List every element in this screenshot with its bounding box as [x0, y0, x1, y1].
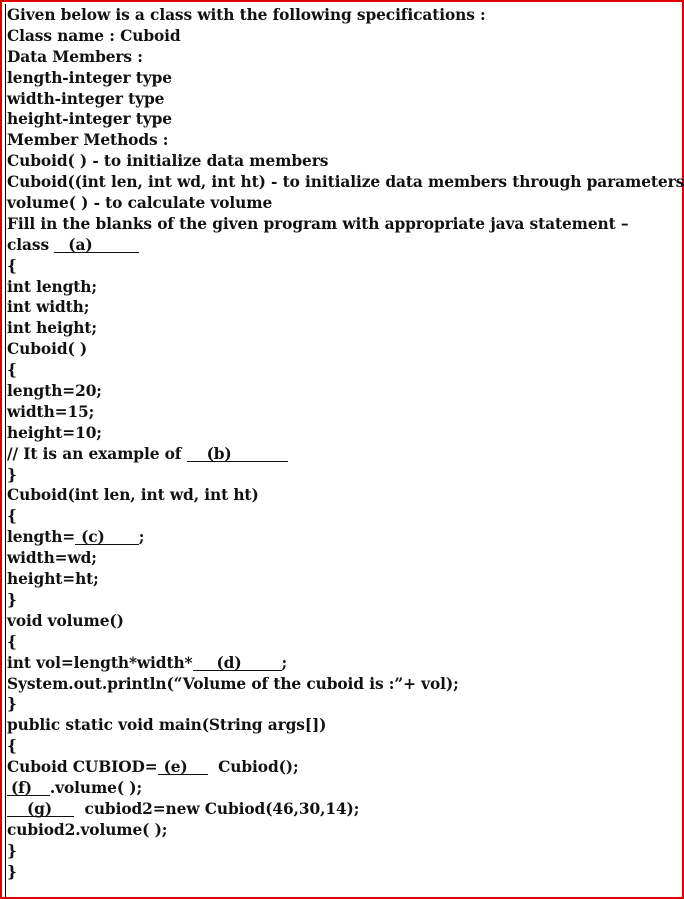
text-segment: height=10;	[7, 423, 102, 442]
text-line	[7, 820, 678, 841]
text-segment: Given below is a class with the following specifications :	[7, 6, 486, 24]
text-segment: length=20;	[7, 382, 102, 401]
text-segment: Member Methods :	[7, 131, 169, 150]
text-segment: Cuboid((int len, int wd, int ht) - to initialize data members through parameters	[7, 173, 684, 192]
text-segment: {	[7, 632, 17, 651]
text-segment: }	[7, 590, 17, 609]
text-segment: Cuboid( ) - to initialize data members	[7, 152, 329, 171]
text-line	[7, 172, 684, 193]
text-line	[7, 506, 678, 527]
text-line	[7, 151, 678, 172]
text-segment: height=ht;	[7, 570, 99, 589]
text-line	[7, 778, 678, 799]
text-line	[7, 715, 678, 736]
text-line	[7, 527, 678, 548]
text-line	[7, 799, 678, 820]
text-line	[7, 862, 678, 883]
text-line	[7, 485, 678, 506]
text-segment: width=wd;	[7, 549, 97, 568]
text-line	[7, 318, 678, 339]
fill-in-blank: (a)	[54, 238, 138, 253]
text-line	[7, 632, 678, 653]
text-segment: ;	[281, 653, 288, 672]
text-line	[7, 339, 678, 360]
text-line	[7, 89, 678, 110]
text-line	[7, 423, 678, 444]
text-line	[7, 297, 678, 318]
text-line	[7, 841, 678, 862]
text-segment: {	[7, 361, 17, 380]
text-segment: Cuboid( )	[7, 340, 88, 359]
text-segment: Cubiod();	[207, 758, 299, 777]
text-segment: class	[7, 235, 55, 254]
text-line	[7, 47, 678, 68]
fill-in-blank: (b)	[187, 447, 288, 462]
text-line	[7, 736, 678, 757]
text-segment: volume( ) - to calculate volume	[7, 194, 273, 213]
text-segment: length-integer type	[7, 68, 172, 87]
text-line	[7, 277, 678, 298]
text-line	[7, 381, 678, 402]
text-line	[7, 444, 678, 465]
text-segment: cubiod2=new Cubiod(46,30,14);	[74, 799, 360, 818]
text-segment: }	[7, 862, 17, 881]
text-line	[7, 68, 678, 89]
question-text	[7, 5, 684, 882]
text-line	[7, 109, 678, 130]
text-segment: }	[7, 465, 17, 484]
text-segment: Cuboid CUBIOD=	[7, 758, 158, 777]
text-segment: width=15;	[7, 402, 95, 421]
fill-in-blank: (f)	[7, 781, 50, 796]
text-line	[7, 256, 678, 277]
text-line	[7, 130, 678, 151]
text-segment: height-integer type	[7, 110, 172, 129]
text-segment: cubiod2.volume( );	[7, 820, 168, 839]
text-segment: .volume( );	[49, 778, 143, 797]
text-segment: System.out.println(“Volume of the cuboid is :”+ vol);	[7, 674, 459, 693]
text-line	[7, 590, 678, 611]
text-segment: Data Members :	[7, 47, 143, 66]
text-segment: Class name : Cuboid	[7, 26, 181, 45]
text-segment: public static void main(String args[])	[7, 716, 327, 735]
text-line	[7, 5, 678, 26]
text-segment: {	[7, 256, 17, 275]
text-line	[7, 26, 678, 47]
text-segment: Cuboid(int len, int wd, int ht)	[7, 486, 259, 505]
text-segment: void volume()	[7, 611, 124, 630]
text-segment: int width;	[7, 298, 90, 317]
text-segment: }	[7, 841, 17, 860]
text-segment: // It is an example of	[7, 444, 187, 463]
text-line	[7, 235, 678, 256]
fill-in-blank: (c)	[75, 530, 139, 545]
text-line	[7, 757, 678, 778]
text-segment: ;	[138, 528, 145, 547]
text-line	[7, 465, 678, 486]
text-line	[7, 569, 678, 590]
fill-in-blank: (d)	[193, 656, 282, 671]
fill-in-blank: (g)	[7, 802, 74, 817]
text-segment: {	[7, 737, 17, 756]
text-line	[7, 611, 678, 632]
text-line	[7, 653, 678, 674]
text-line	[7, 214, 678, 235]
text-segment: {	[7, 507, 17, 526]
text-line	[7, 548, 678, 569]
text-line	[7, 694, 678, 715]
left-margin-rule	[5, 4, 6, 899]
text-line	[7, 360, 678, 381]
text-segment: int height;	[7, 319, 97, 338]
text-line	[7, 193, 678, 214]
text-segment: length=	[7, 528, 76, 547]
text-segment: int length;	[7, 277, 97, 296]
text-line	[7, 402, 678, 423]
text-line	[7, 674, 678, 695]
text-segment: }	[7, 695, 17, 714]
text-segment: Fill in the blanks of the given program with appropriate java statement –	[7, 214, 629, 233]
text-segment: int vol=length*width*	[7, 653, 193, 672]
fill-in-blank: (e)	[158, 760, 208, 775]
text-segment: width-integer type	[7, 89, 165, 108]
